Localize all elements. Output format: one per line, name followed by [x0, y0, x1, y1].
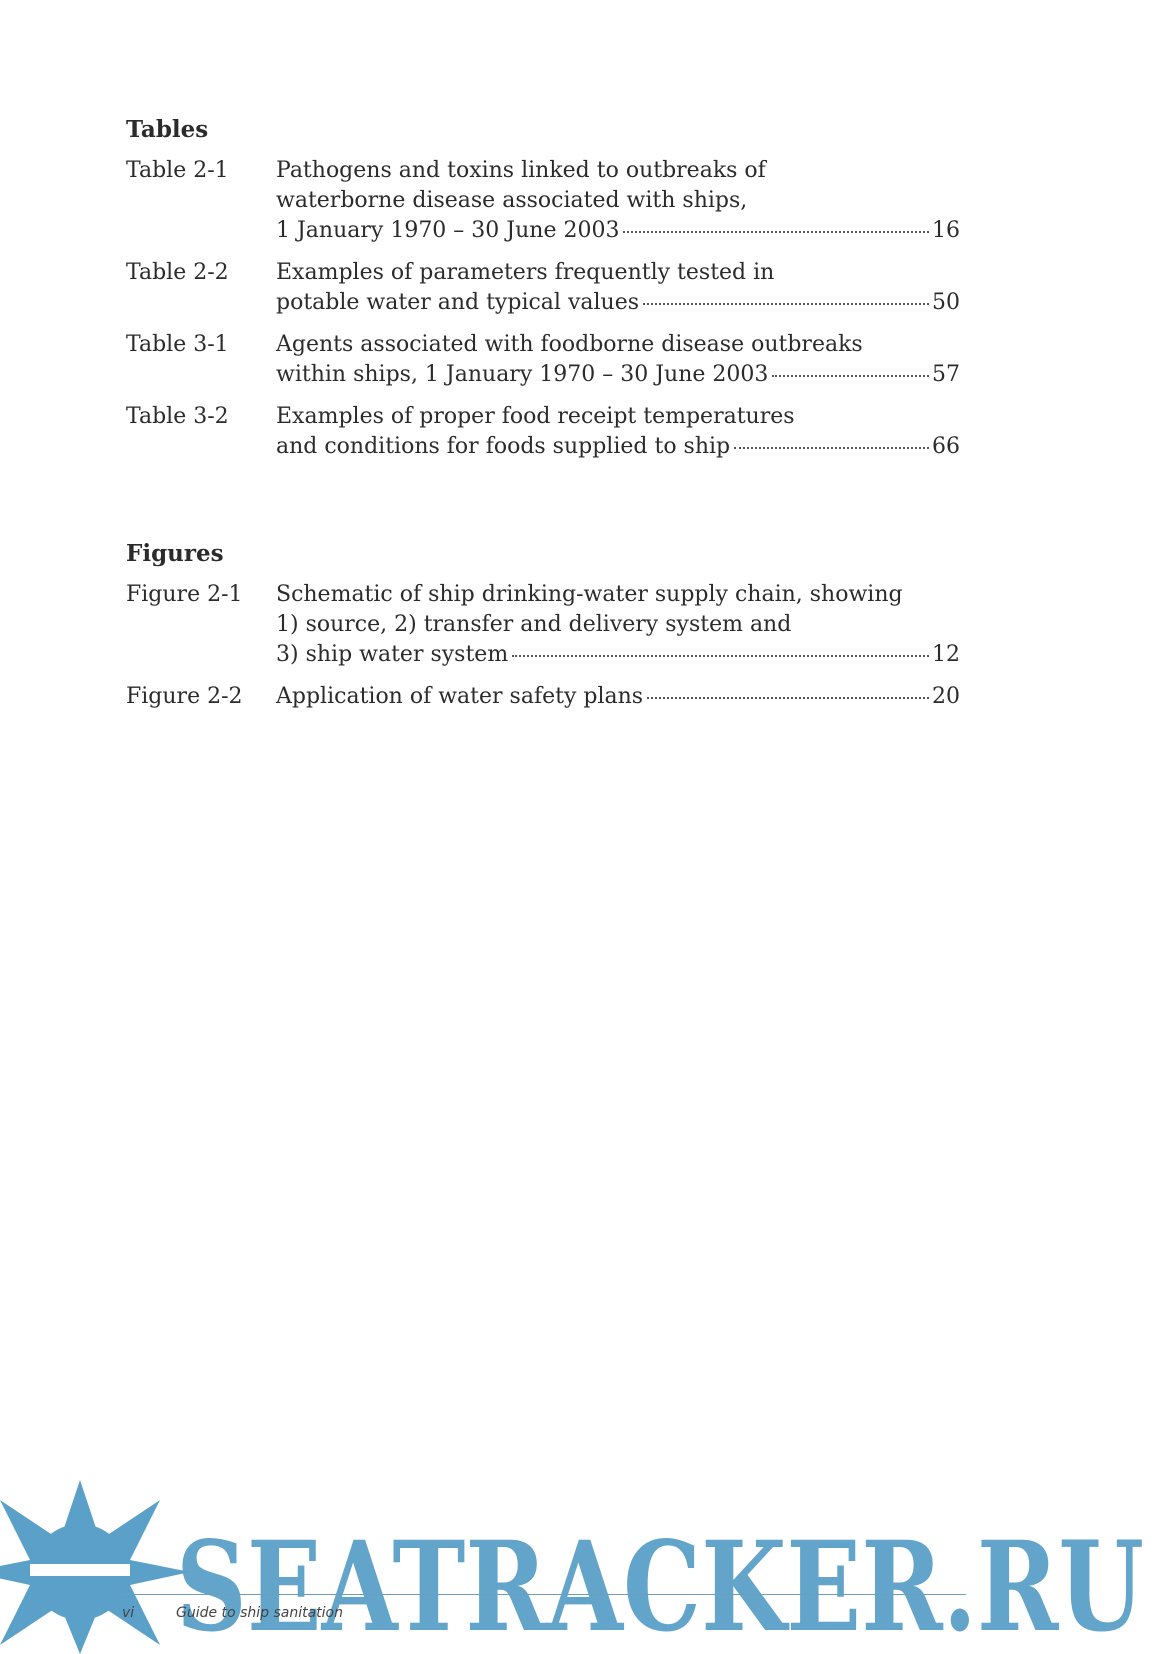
dot-leader [772, 375, 929, 377]
dot-leader [734, 447, 929, 449]
figures-heading: Figures [126, 540, 224, 567]
toc-entry[interactable] [126, 580, 960, 670]
entry-text-line: within ships, 1 January 1970 – 30 June 2003 [276, 362, 769, 387]
entry-text-line: waterborne disease associated with ships, [276, 188, 748, 213]
entry-text-line: Application of water safety plans [276, 684, 644, 709]
dot-leader [623, 231, 929, 233]
footer-document-title: Guide to ship sanitation [176, 1605, 343, 1621]
dot-leader [647, 697, 929, 699]
figures-section [126, 536, 960, 712]
entry-text-line: Examples of proper food receipt temperatures [276, 404, 795, 429]
entry-text-line: 3) ship water system [276, 642, 509, 667]
footer-page-number: vi [122, 1605, 135, 1621]
entry-text-line: Examples of parameters frequently tested in [276, 260, 775, 285]
toc-entry[interactable] [126, 156, 960, 246]
tables-section [126, 112, 960, 462]
entry-page-number: 50 [932, 290, 960, 315]
entry-label: Table 2-1 [126, 158, 229, 183]
entry-text-line: Schematic of ship drinking-water supply chain, showing [276, 582, 903, 607]
entry-label: Table 2-2 [126, 260, 229, 285]
entry-text-line: 1) source, 2) transfer and delivery system and [276, 612, 792, 637]
entry-page-number: 57 [932, 362, 960, 387]
sun-burst-logo [0, 1480, 190, 1654]
toc-entry[interactable] [126, 682, 960, 712]
entry-text-line: 1 January 1970 – 30 June 2003 [276, 218, 620, 243]
watermark [0, 1480, 1166, 1654]
toc-entry[interactable] [126, 258, 960, 318]
entry-page-number: 16 [932, 218, 960, 243]
toc-entry[interactable] [126, 402, 960, 462]
entry-label: Figure 2-1 [126, 582, 243, 607]
tables-heading: Tables [126, 116, 209, 143]
entry-text-line: Pathogens and toxins linked to outbreaks of [276, 158, 766, 183]
entry-page-number: 20 [932, 684, 960, 709]
entry-page-number: 12 [932, 642, 960, 667]
dot-leader [643, 303, 929, 305]
page-footer [122, 1594, 966, 1623]
watermark-text: SEATRACKER.RU [176, 1515, 1144, 1654]
entry-text-line: potable water and typical values [276, 290, 640, 315]
entry-text-line: Agents associated with foodborne disease outbreaks [276, 332, 863, 357]
entry-text-line: and conditions for foods supplied to ship [276, 434, 731, 459]
entry-label: Table 3-2 [126, 404, 229, 429]
entry-label: Table 3-1 [126, 332, 229, 357]
dot-leader [512, 655, 929, 657]
entry-page-number: 66 [932, 434, 960, 459]
toc-entry[interactable] [126, 330, 960, 390]
entry-label: Figure 2-2 [126, 684, 243, 709]
